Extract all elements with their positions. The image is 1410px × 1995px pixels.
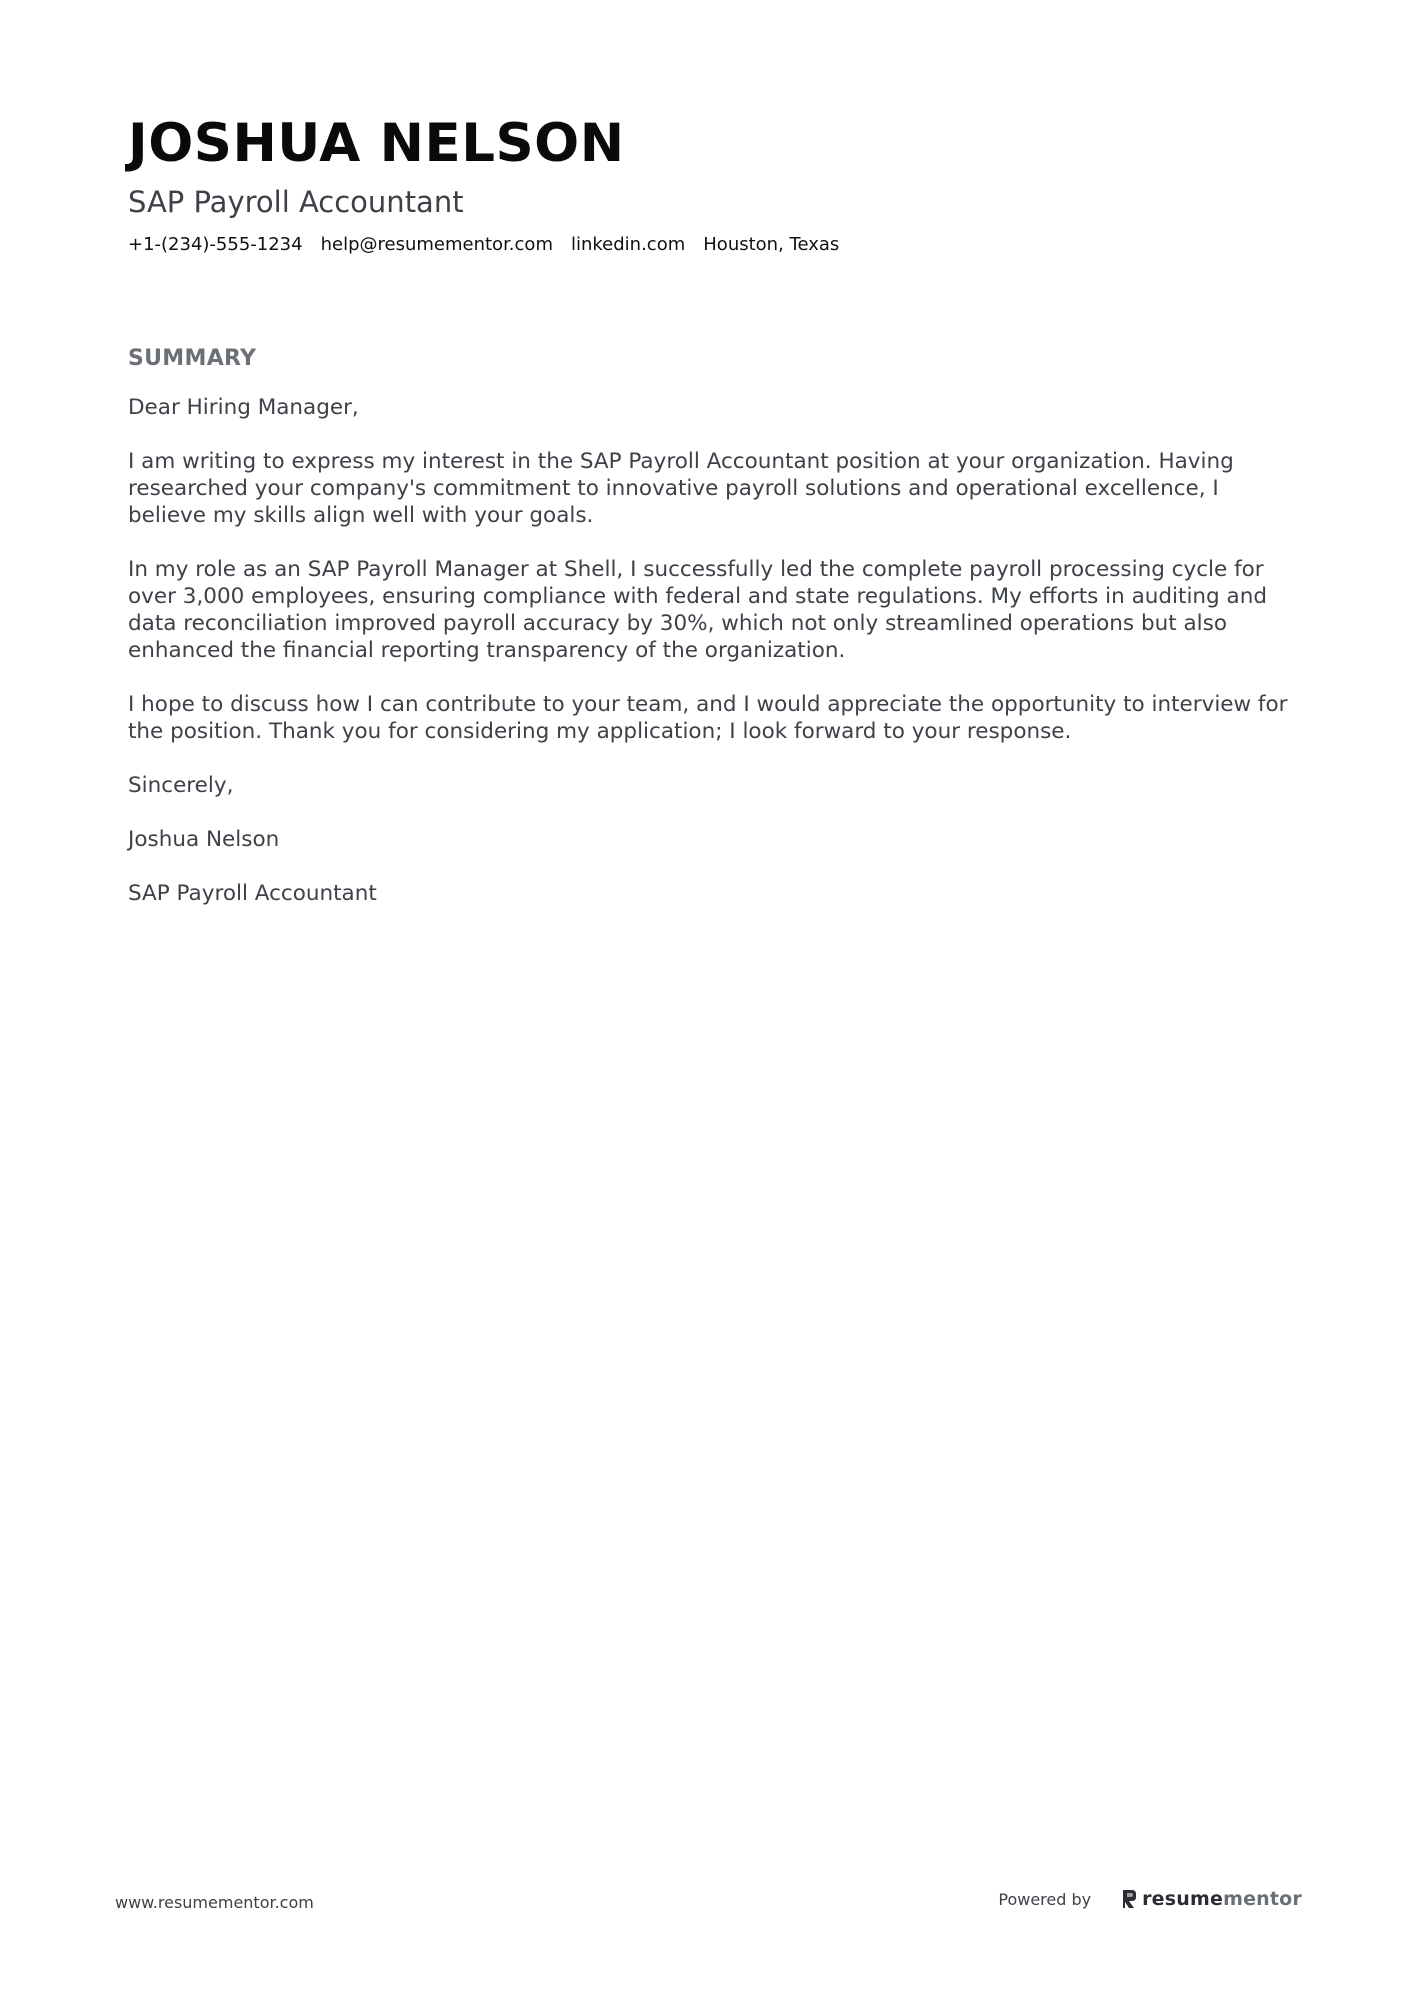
- resume-header: [128, 108, 1288, 258]
- candidate-name: JOSHUA NELSON: [128, 113, 625, 174]
- candidate-title: SAP Payroll Accountant: [128, 185, 464, 219]
- powered-by-label: Powered by: [998, 1889, 1092, 1909]
- contact-linkedin: linkedin.com: [570, 234, 686, 255]
- contact-email: help@resumementor.com: [320, 234, 553, 255]
- letter-greeting: Dear Hiring Manager,: [128, 395, 359, 420]
- summary-section: [128, 344, 1288, 934]
- brand-logo: [1121, 1888, 1302, 1910]
- section-heading-summary: SUMMARY: [128, 346, 257, 371]
- letter-paragraph-1: I am writing to express my interest in the SAP Payroll Accountant position at your organization. Having researched your company's commitment to innovative payroll solutions and operational excellence, I believe my skills align well with your goals.: [128, 449, 1234, 528]
- brand-text-mentor: mentor: [1223, 1888, 1302, 1910]
- footer-branding: [998, 1888, 1302, 1910]
- letter-paragraph-2: In my role as an SAP Payroll Manager at Shell, I successfully led the complete payroll processing cycle for over 3,000 employees, ensuring compliance with federal and state regulations. My efforts in auditing and data reconciliation improved payroll accuracy by 30%, which not only streamlined operations but also enhanced the financial reporting transparency of the organization.: [128, 557, 1267, 663]
- contact-location: Houston, Texas: [703, 234, 840, 255]
- brand-text-resume: resume: [1142, 1888, 1224, 1910]
- signature-name: Joshua Nelson: [128, 827, 280, 852]
- letter-paragraph-3: I hope to discuss how I can contribute to your team, and I would appreciate the opportunity to interview for the position. Thank you for considering my application; I look forward to your response.: [128, 692, 1288, 744]
- contact-phone: +1-(234)-555-1234: [128, 234, 303, 255]
- contact-info: [128, 232, 1288, 258]
- resumementor-logo-icon: [1121, 1889, 1137, 1909]
- footer-website: www.resumementor.com: [115, 1893, 314, 1912]
- letter-closing: Sincerely,: [128, 773, 234, 798]
- signature-title: SAP Payroll Accountant: [128, 881, 377, 906]
